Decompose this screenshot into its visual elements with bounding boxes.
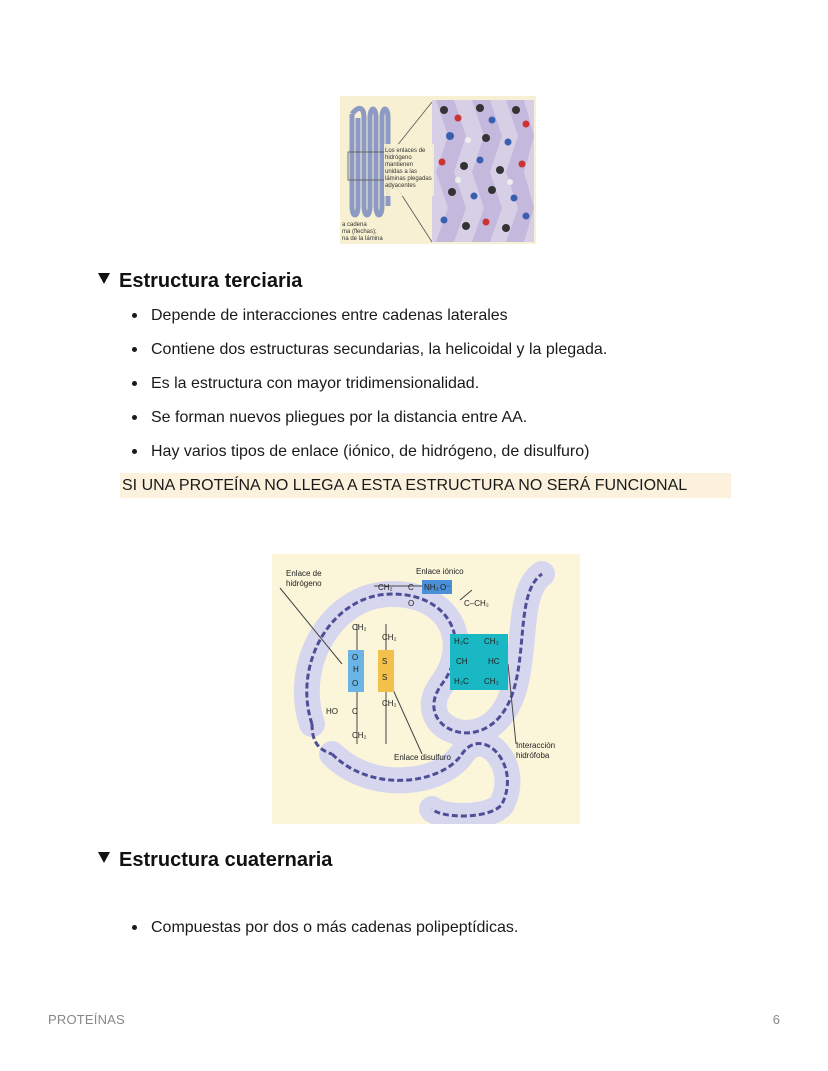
list-item-text: Contiene dos estructuras secundarias, la helicoidal y la plegada. bbox=[151, 341, 608, 358]
svg-text:a cadena ma (flechas); bbox=[342, 222, 383, 242]
chem-o-hbond: O bbox=[352, 653, 359, 662]
beta-sheet-figure bbox=[340, 96, 536, 244]
chem-ho: HO bbox=[326, 707, 338, 716]
bullet-icon bbox=[132, 381, 137, 386]
collapse-triangle-icon[interactable] bbox=[98, 273, 110, 284]
beta-side-label-1: a cadena bbox=[342, 222, 367, 228]
list-item-text: Depende de interacciones entre cadenas laterales bbox=[151, 307, 508, 324]
label-ionic-bond: Enlace iónico bbox=[416, 567, 464, 576]
chem-h3c-top: H₃C bbox=[454, 637, 469, 646]
bullet-icon bbox=[132, 347, 137, 352]
beta-callout-line-6: adyacentes bbox=[385, 183, 416, 189]
chem-ch3-top: CH₃ bbox=[484, 637, 499, 646]
beta-callout-line-1: Los enlaces de bbox=[385, 148, 426, 154]
list-item bbox=[132, 918, 518, 937]
label-disulfide-bond: Enlace disulfuro bbox=[394, 753, 451, 762]
list-item bbox=[132, 306, 607, 325]
tertiary-structure-illustration bbox=[272, 554, 580, 824]
highlighted-note: SI UNA PROTEÍNA NO LLEGA A ESTA ESTRUCTURA NO SERÁ FUNCIONAL bbox=[120, 473, 731, 498]
list-item-text: Es la estructura con mayor tridimensionalidad. bbox=[151, 375, 480, 392]
label-hydrogen-bond-2: hidrógeno bbox=[286, 579, 322, 588]
chem-ch3-bottom: CH₃ bbox=[484, 677, 499, 686]
tertiary-structure-figure bbox=[272, 554, 580, 824]
tertiary-bullet-list bbox=[132, 306, 607, 476]
list-item bbox=[132, 340, 607, 359]
chem-c-ch2-right: C–CH₂ bbox=[464, 599, 489, 608]
page-number: 6 bbox=[772, 1012, 780, 1027]
chem-nh3: NH₃ bbox=[424, 583, 439, 592]
chem-o-neg: O⁻ bbox=[440, 583, 451, 592]
list-item-text: Hay varios tipos de enlace (iónico, de hidrógeno, de disulfuro) bbox=[151, 443, 590, 460]
list-item-text: Compuestas por dos o más cadenas polipeptídicas. bbox=[151, 919, 519, 936]
beta-callout-line-5: láminas plegadas bbox=[385, 176, 432, 182]
beta-side-label-3: na de la lámina bbox=[342, 236, 383, 242]
chem-ch: CH bbox=[456, 657, 468, 666]
collapse-triangle-icon[interactable] bbox=[98, 852, 110, 863]
chem-hc: HC bbox=[488, 657, 500, 666]
bullet-icon bbox=[132, 449, 137, 454]
label-hydrophobic-1: Interacción bbox=[516, 741, 556, 750]
quaternary-heading-text: Estructura cuaternaria bbox=[119, 849, 333, 871]
chem-ch2-s: CH₂ bbox=[382, 699, 397, 708]
list-item bbox=[132, 408, 607, 427]
beta-callout-line-3: mantienen bbox=[385, 162, 414, 168]
chem-h3c-bottom: H₃C bbox=[454, 677, 469, 686]
chem-ch2-top: CH₂ bbox=[378, 583, 393, 592]
chem-h-hbond: H bbox=[353, 665, 359, 674]
beta-side-label-2: ma (flechas); bbox=[342, 229, 377, 235]
footer-title: PROTEÍNAS bbox=[48, 1012, 125, 1027]
list-item-text: Se forman nuevos pliegues por la distancia entre AA. bbox=[151, 409, 528, 426]
list-item bbox=[132, 374, 607, 393]
chem-c-top: C bbox=[408, 583, 414, 592]
chem-ch2-left: CH₂ bbox=[352, 623, 367, 632]
label-hydrophobic-2: hidrófoba bbox=[516, 751, 550, 760]
label-hydrogen-bond-1: Enlace de bbox=[286, 569, 322, 578]
chem-s-1: S bbox=[382, 657, 388, 666]
chem-ch2-mid: CH₂ bbox=[382, 633, 397, 642]
chem-o-hbond-2: O bbox=[352, 679, 359, 688]
bullet-icon bbox=[132, 925, 137, 930]
bullet-icon bbox=[132, 313, 137, 318]
bullet-icon bbox=[132, 415, 137, 420]
beta-sheet-illustration bbox=[340, 96, 536, 244]
tertiary-heading[interactable] bbox=[98, 270, 302, 293]
quaternary-bullet-list bbox=[132, 918, 518, 952]
chem-c-ho: C bbox=[352, 707, 358, 716]
quaternary-heading[interactable] bbox=[98, 849, 332, 872]
chem-s-2: S bbox=[382, 673, 388, 682]
chem-ch2-bottom: CH₂ bbox=[352, 731, 367, 740]
beta-callout-line-4: unidas a las bbox=[385, 169, 418, 175]
tertiary-heading-text: Estructura terciaria bbox=[119, 270, 303, 292]
beta-callout-line-2: hidrógeno bbox=[385, 155, 412, 161]
chem-o-top: O bbox=[408, 599, 415, 608]
list-item bbox=[132, 442, 607, 461]
